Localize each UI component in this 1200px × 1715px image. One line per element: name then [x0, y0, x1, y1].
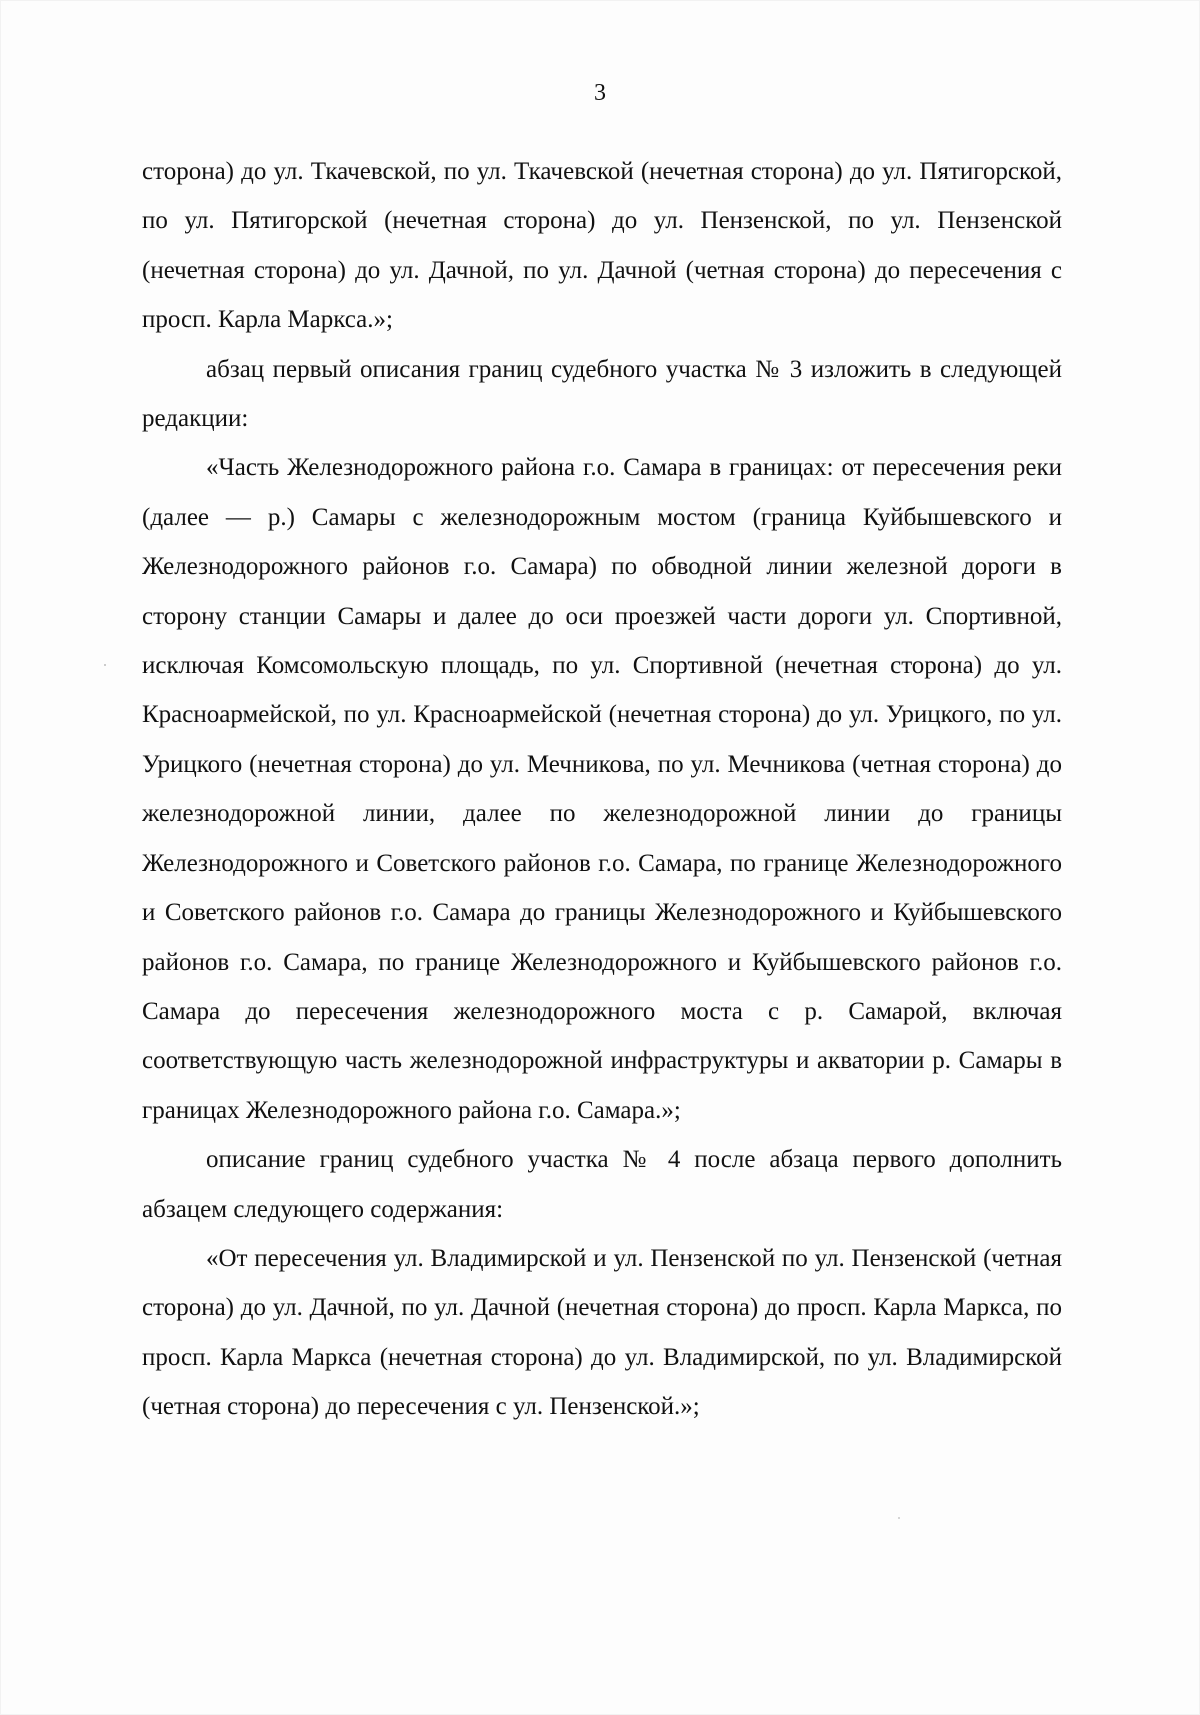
paragraph-section-3-boundaries: «Часть Железнодорожного района г.о. Самара в границах: от пересечения реки (далее — р.) Самары с железнодорожным мостом (граница Куйбышевского и Железнодорожного районов г.о. Самара) по обводной линии железной дороги в сторону станции Самары и далее до оси проезжей части дороги ул. Спортивной, исключая Комсомольскую площадь, по ул. Спортивной (нечетная сторона) до ул. Красноармейской, по ул. Красноармейской (нечетная сторона) до ул. Урицкого, по ул. Урицкого (нечетная сторона) до ул. Мечникова, по ул. Мечникова (четная сторона) до железнодорожной линии, далее по железнодорожной линии до границы Железнодорожного и Советского районов г.о. Самара, по границе Железнодорожного и Советского районов г.о. Самара до границы Железнодорожного и Куйбышевского районов г.о. Самара, по границе Железнодорожного и Куйбышевского районов г.о. Самара до пересечения железнодорожного моста с р. Самарой, включая соответствующую часть железнодорожной инфраструктуры и акватории р. Самары в границах Железнодорожного района г.о. Самара.»; [142, 454, 1062, 1124]
paragraph-section-4-boundaries: «От пересечения ул. Владимирской и ул. Пензенской по ул. Пензенской (четная сторона) до ул. Дачной, по ул. Дачной (нечетная сторона) до просп. Карла Маркса, по просп. Карла Маркса (нечетная сторона) до ул. Владимирской, по ул. Владимирской (четная сторона) до пересечения с ул. Пензенской.»; [142, 1244, 1062, 1421]
document-body [142, 147, 1062, 1432]
paragraph-amendment-section-3: абзац первый описания границ судебного участка № 3 изложить в следующей редакции: [142, 355, 1062, 433]
scan-speck [104, 664, 106, 666]
paragraph-continuation: сторона) до ул. Ткачевской, по ул. Ткачевской (нечетная сторона) до ул. Пятигорской, по ул. Пятигорской (нечетная сторона) до ул. Пензенской, по ул. Пензенской (нечетная сторона) до ул. Дачной, по ул. Дачной (четная сторона) до пересечения с просп. Карла Маркса.»; [142, 158, 1062, 334]
scan-speck [898, 1517, 900, 1519]
page-number: 3 [594, 80, 606, 106]
paragraph-amendment-section-4: описание границ судебного участка № 4 после абзаца первого дополнить абзацем следующего содержания: [142, 1146, 1062, 1223]
